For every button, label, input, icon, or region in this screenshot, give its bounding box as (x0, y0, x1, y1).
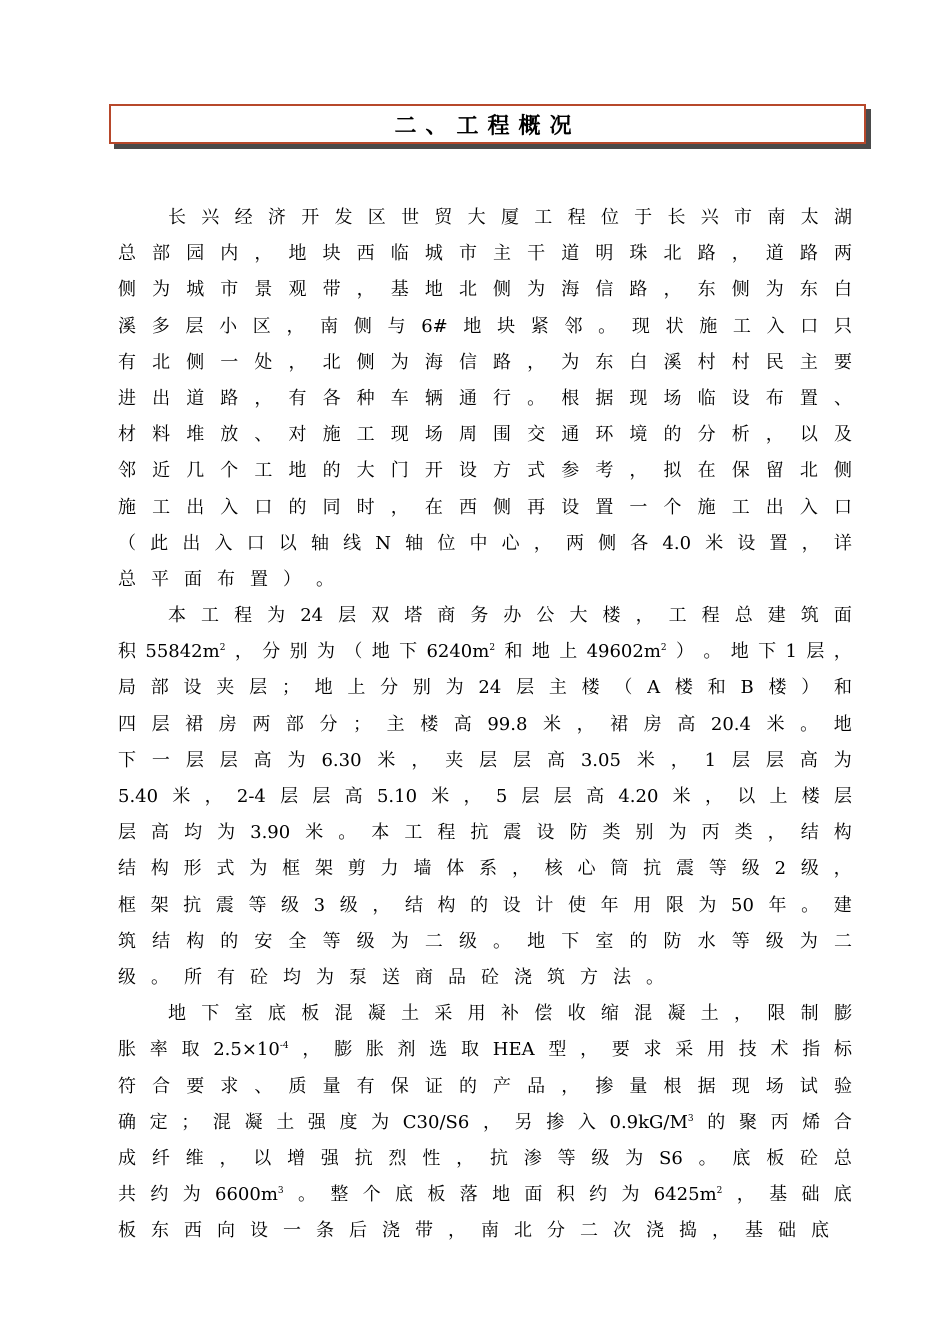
text-line: 材 料 堆 放 、 对 施 工 现 场 周 围 交 通 环 境 的 分 析 ， 以 及 (118, 424, 852, 446)
text-line: 地 下 室 底 板 混 凝 土 采 用 补 偿 收 缩 混 凝 土 ， 限 制 膨 (168, 1003, 852, 1025)
text-line: 进 出 道 路 ， 有 各 种 车 辆 通 行 。 根 据 现 场 临 设 布 置 、 (118, 387, 852, 409)
text-line: 邻 近 几 个 工 地 的 大 门 开 设 方 式 参 考 ， 拟 在 保 留 北 侧 (118, 460, 852, 482)
text-line: 施 工 出 入 口 的 同 时 ， 在 西 侧 再 设 置 一 个 施 工 出 入 口 (118, 496, 852, 518)
text-line: 胀 率 取 $2.5\times 10^{-4}$ ， 膨 胀 剂 选 取 HEA 型 ， 要 求 采 用 技 术 指 标 (118, 1039, 852, 1061)
text-line: 局 部 设 夹 层 ； 地 上 分 别 为 24 层 主 楼 （ A 楼 和 B 楼 ） 和 (118, 677, 852, 699)
text-line: 本 工 程 为 24 层 双 塔 商 务 办 公 大 楼 ， 工 程 总 建 筑 面 (168, 605, 852, 627)
text-line: 四 层 裙 房 两 部 分 ； 主 楼 高 99.8 米 ， 裙 房 高 20.4 米 。 地 (118, 713, 852, 735)
text-line: 板 东 西 向 设 一 条 后 浇 带 ， 南 北 分 二 次 浇 捣 ， 基 础 底 (118, 1220, 829, 1242)
text-line: 侧 为 城 市 景 观 带 ， 基 地 北 侧 为 海 信 路 ， 东 侧 为 东 白 (118, 279, 852, 301)
text-line: 确 定 ； 混 凝 土 强 度 为 C30/S6 ， 另 掺 入 $0.9kG/M^3$ 的 聚 丙 烯 合 (118, 1111, 852, 1133)
text-line: 溪 多 层 小 区 ， 南 侧 与 6# 地 块 紧 邻 。 现 状 施 工 入 口 只 (118, 315, 852, 337)
text-line: 下 一 层 层 高 为 6.30 米 ， 夹 层 层 高 3.05 米 ， 1 层 层 高 为 (118, 749, 852, 771)
text-line: 符 合 要 求 、 质 量 有 保 证 的 产 品 ， 掺 量 根 据 现 场 试 验 (118, 1075, 852, 1097)
text-line: 共 约 为 $6600m^3$ 。 整 个 底 板 落 地 面 积 约 为 $6425m^2$ ， 基 础 底 (118, 1184, 852, 1206)
text-line: 总 平 面 布 置 ） 。 (118, 568, 334, 590)
text-line: 级 。 所 有 砼 均 为 泵 送 商 品 砼 浇 筑 方 法 。 (118, 966, 664, 988)
text-line: （ 此 出 入 口 以 轴 线 N 轴 位 中 心 ， 两 侧 各 4.0 米 设 置 ， 详 (118, 532, 852, 554)
text-line: 成 纤 维 ， 以 增 强 抗 烈 性 ， 抗 渗 等 级 为 S6 。 底 板 砼 总 (118, 1147, 852, 1169)
text-line: 层 高 均 为 3.90 米 。 本 工 程 抗 震 设 防 类 别 为 丙 类 ， 结 构 (118, 822, 852, 844)
document-body (118, 200, 852, 1249)
section-title: 二、工程概况 (394, 113, 581, 139)
text-line: 积 $55842m^2$ ， 分 别 为 （ 地 下 $6240m^2$ 和 地 上 $49602m^2$ ） 。 地 下 1 层 ， (118, 641, 852, 663)
text-line: 总 部 园 内 ， 地 块 西 临 城 市 主 干 道 明 珠 北 路 ， 道 路 两 (118, 243, 852, 265)
section-title-box (109, 104, 866, 144)
text-line: 有 北 侧 一 处 ， 北 侧 为 海 信 路 ， 为 东 白 溪 村 村 民 主 要 (118, 351, 852, 373)
text-line: 5.40 米 ， 2-4 层 层 高 5.10 米 ， 5 层 层 高 4.20 米 ， 以 上 楼 层 (118, 786, 852, 807)
text-line: 框 架 抗 震 等 级 3 级 ， 结 构 的 设 计 使 年 用 限 为 50 年 。 建 (118, 894, 852, 916)
text-line: 长 兴 经 济 开 发 区 世 贸 大 厦 工 程 位 于 长 兴 市 南 太 湖 (168, 207, 852, 228)
text-line: 结 构 形 式 为 框 架 剪 力 墙 体 系 ， 核 心 筒 抗 震 等 级 2 级 ， (118, 858, 852, 880)
text-line: 筑 结 构 的 安 全 等 级 为 二 级 。 地 下 室 的 防 水 等 级 为 二 (118, 930, 852, 952)
